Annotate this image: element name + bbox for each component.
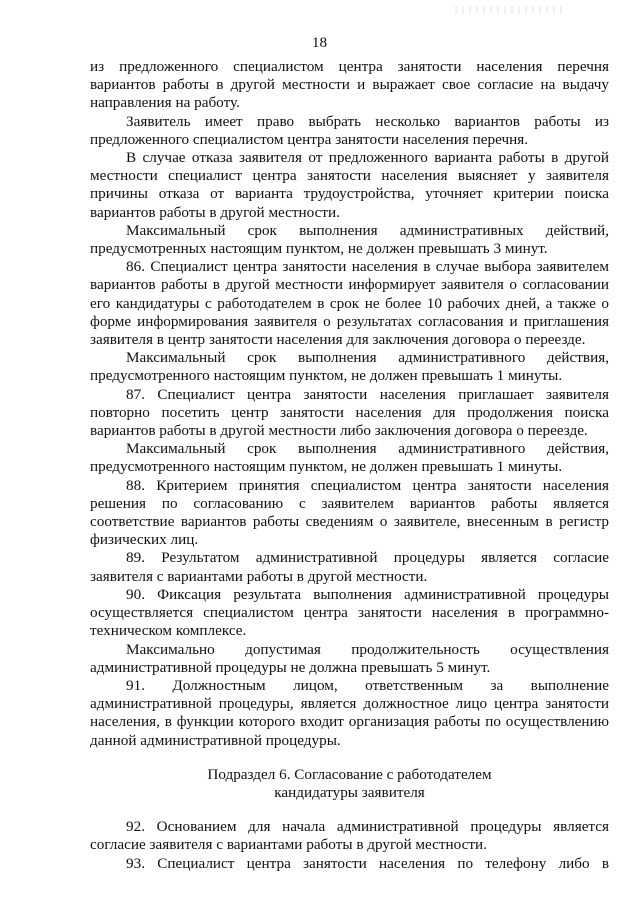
paragraph: Заявитель имеет право выбрать несколько вариантов работы из предложенного специалистом центра занятости населения перечня. — [90, 112, 609, 148]
paragraph-89: 89. Результатом административной процедуры является согласие заявителя с вариантами работы в другой местности. — [90, 549, 609, 585]
paragraph-93: 93. Специалист центра занятости населения по телефону либо в — [126, 854, 609, 872]
paragraph-88: 88. Критерием принятия специалистом центра занятости населения решения по согласованию с заявителем вариантов работы является соответствие вариантов работы сведениям о заявителе, внесенным в регистр физических лиц. — [90, 476, 609, 549]
paragraph: Максимально допустимая продолжительность осуществления административной процедуры не должна превышать 5 минут. — [90, 640, 609, 676]
paragraph: Максимальный срок выполнения административного действия, предусмотренного настоящим пунктом, не должен превышать 1 минуты. — [90, 349, 609, 385]
paragraph: Максимальный срок выполнения административных действий, предусмотренных настоящим пунктом, не должен превышать 3 минут. — [90, 221, 609, 258]
paragraph-92: 92. Основанием для начала административной процедуры является согласие заявителя с вариантами работы в другой местности. — [90, 818, 609, 854]
subsection-heading-line-2: кандидатуры заявителя — [274, 783, 425, 801]
page-number: 18 — [311, 34, 328, 51]
paragraph-90: 90. Фиксация результата выполнения административной процедуры осуществляется специалистом центра занятости населения в программно-техническом комплексе. — [90, 585, 609, 640]
subsection-heading-line-1: Подраздел 6. Согласование с работодателем — [207, 765, 492, 783]
scan-artifact — [455, 6, 565, 14]
paragraph: Максимальный срок выполнения административного действия, предусмотренного настоящим пунктом, не должен превышать 1 минуты. — [90, 440, 609, 476]
document-body — [90, 58, 609, 873]
paragraph-continuation: из предложенного специалистом центра занятости населения перечня вариантов работы в другой местности и выражает свое согласие на выдачу направления на работу. — [90, 58, 609, 112]
paragraph-86: 86. Специалист центра занятости населения в случае выбора заявителем вариантов работы в другой местности информирует заявителя о согласовании его кандидатуры с работодателем в срок не более 10 рабочих дней, а также о форме информирования заявителя о результатах согласования и приглашения заявителя в центр занятости населения для заключения договора о переезде. — [90, 258, 609, 349]
paragraph-91: 91. Должностным лицом, ответственным за выполнение административной процедуры, является должностное лицо центра занятости населения, в функции которого входит организация работы по осуществлению данной административной процедуры. — [90, 676, 609, 749]
paragraph: В случае отказа заявителя от предложенного варианта работы в другой местности специалист центра занятости населения выясняет у заявителя причины отказа от варианта трудоустройства, уточняет критерии поиска вариантов работы в другой местности. — [90, 149, 609, 221]
paragraph-87: 87. Специалист центра занятости населения приглашает заявителя повторно посетить центр занятости населения для продолжения поиска вариантов работы в другой местности либо заключения договора о переезде. — [90, 385, 609, 440]
